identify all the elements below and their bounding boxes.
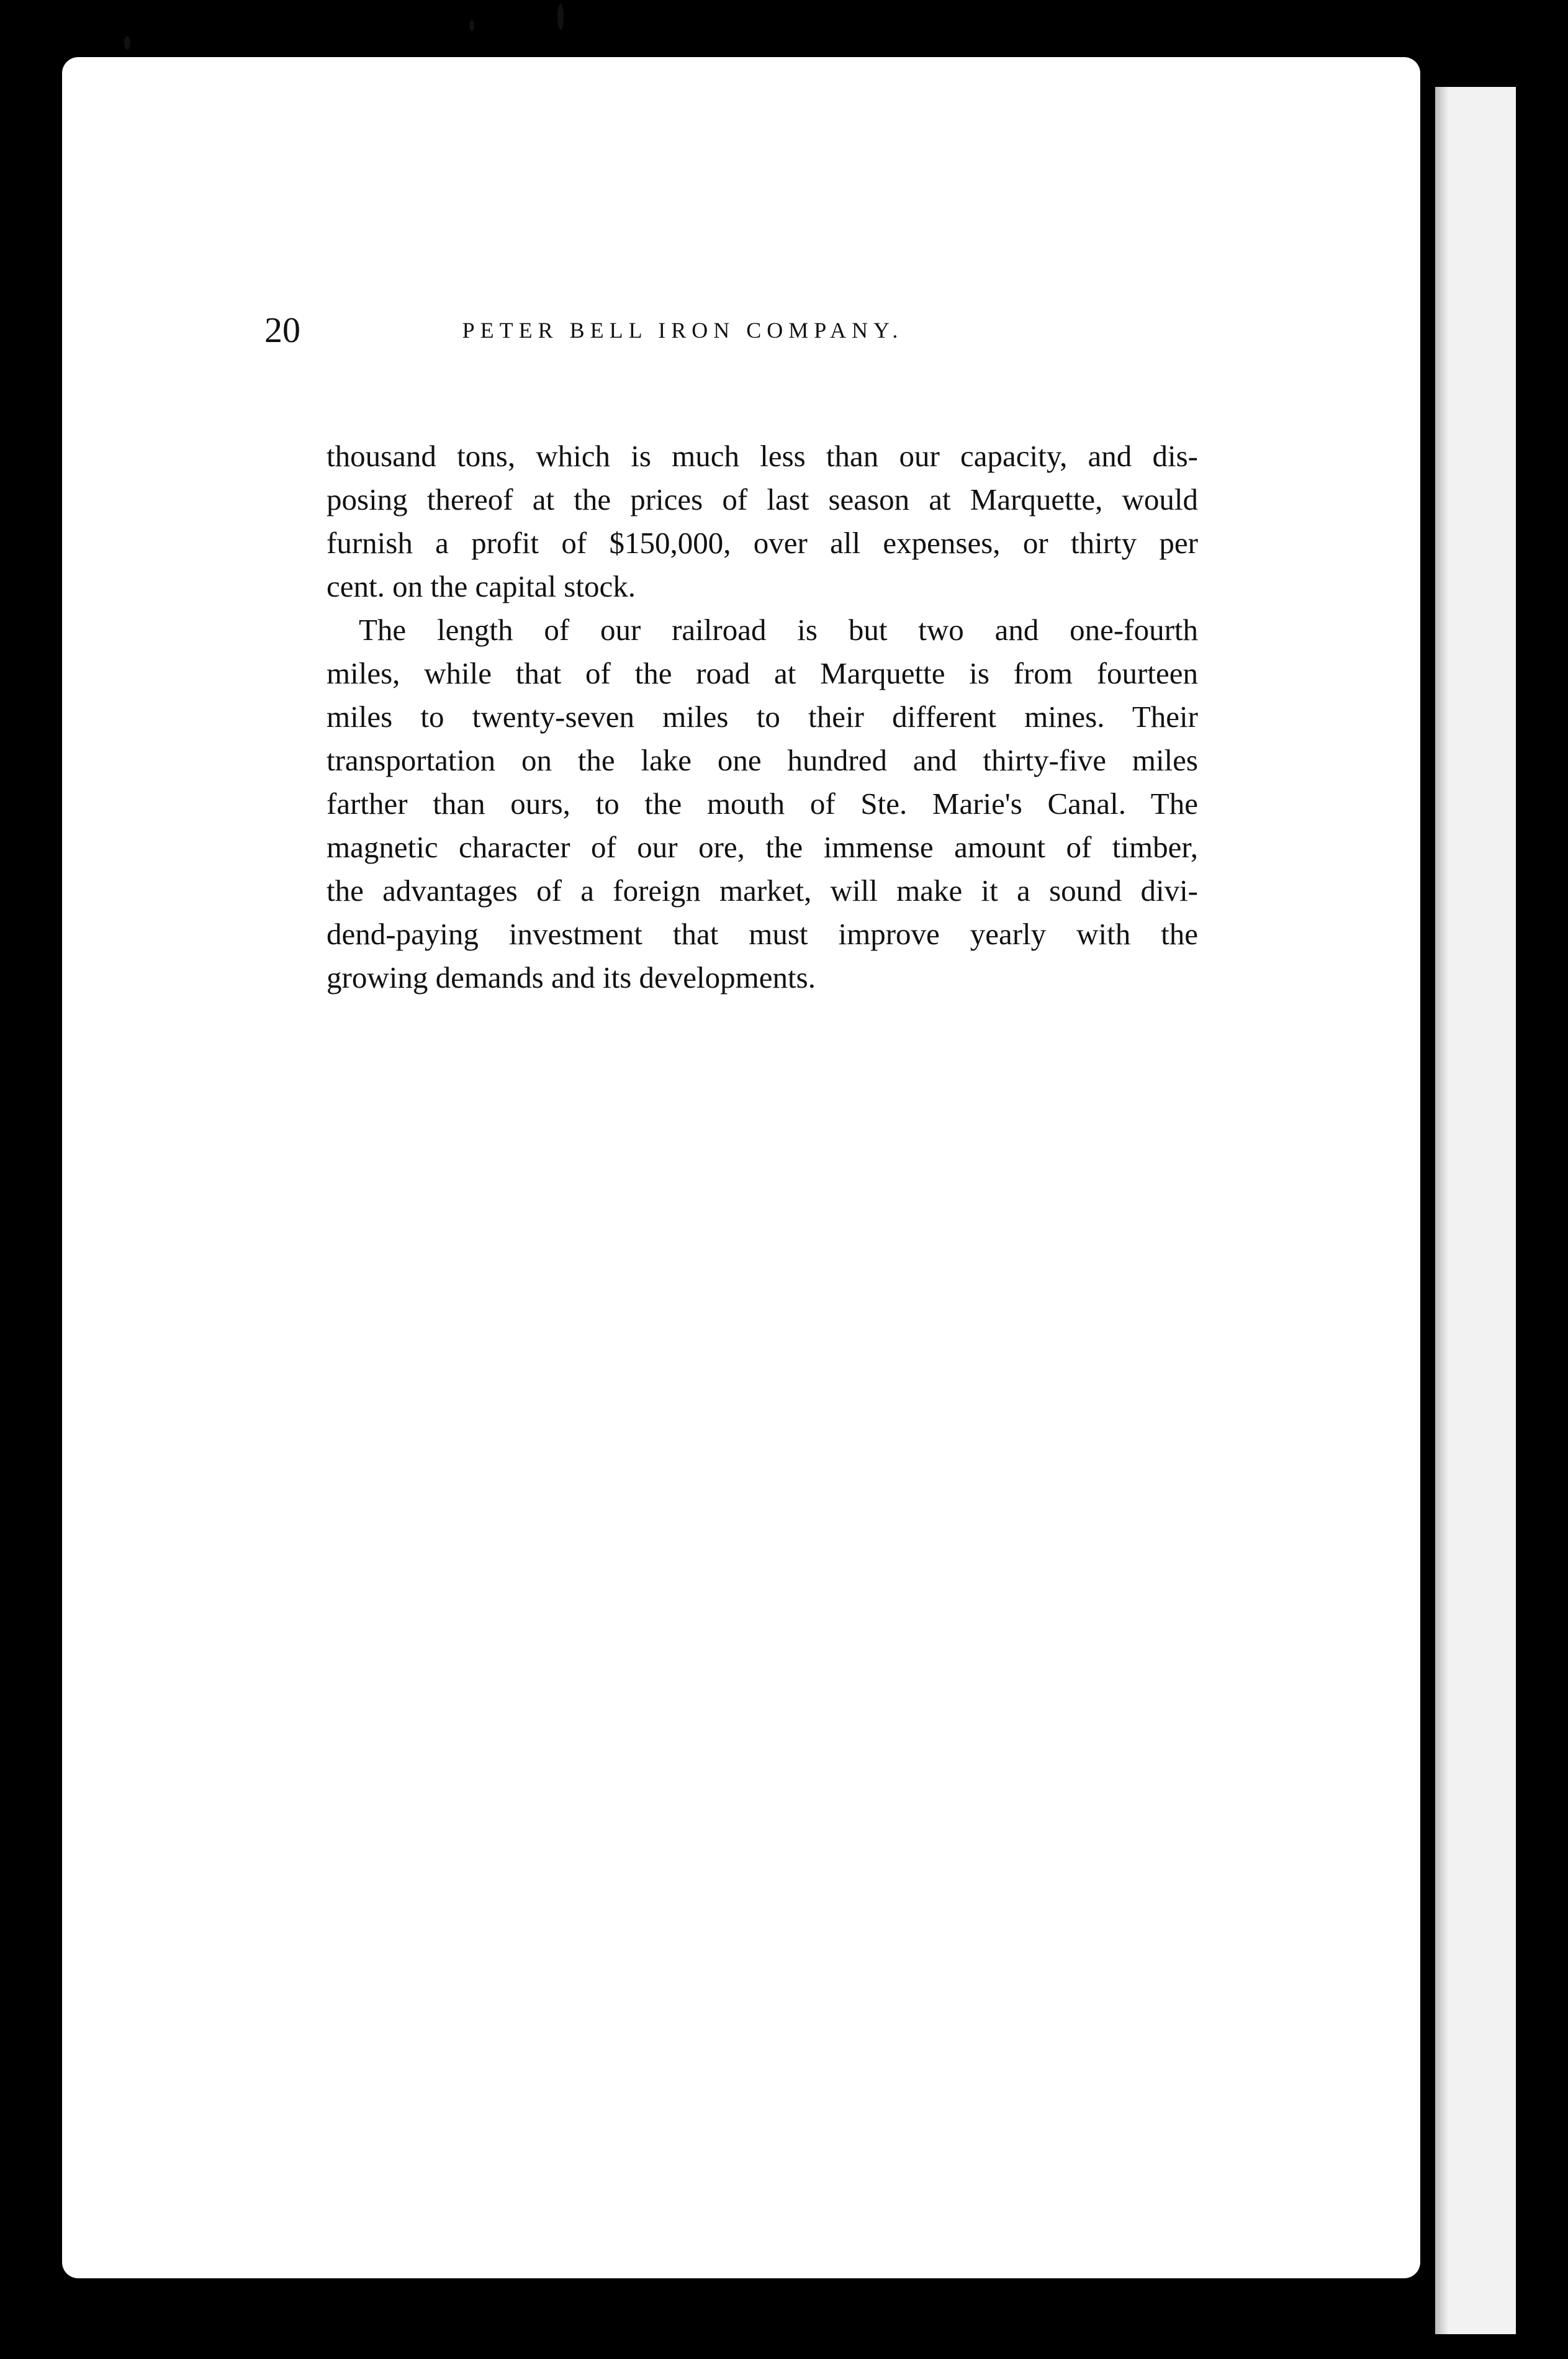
- text-line: cent. on the capital stock.: [327, 569, 636, 603]
- text-line: dend-paying investment that must improve yearly with the: [327, 917, 1198, 951]
- scan-speck: [557, 4, 564, 30]
- text-line: transportation on the lake one hundred and thirty-five miles: [327, 743, 1198, 777]
- text-line: posing thereof at the prices of last season at Marquette, would: [327, 482, 1198, 516]
- text-line: thousand tons, which is much less than our capacity, and dis-: [327, 439, 1198, 473]
- paragraph: [327, 608, 1198, 999]
- scan-speck: [124, 36, 130, 50]
- text-line: The length of our railroad is but two and one-fourth: [359, 613, 1198, 647]
- text-line: farther than ours, to the mouth of Ste. Marie's Canal. The: [327, 787, 1198, 821]
- text-line: the advantages of a foreign market, will make it a sound divi-: [327, 873, 1198, 908]
- text-line: miles, while that of the road at Marquette is from fourteen: [327, 656, 1198, 690]
- body-text: [327, 435, 1198, 999]
- page-header: [264, 305, 1064, 355]
- text-line: growing demands and its developments.: [327, 960, 816, 995]
- text-line: miles to twenty-seven miles to their different mines. Their: [327, 700, 1198, 734]
- page-number: 20: [264, 310, 300, 350]
- text-line: magnetic character of our ore, the immense amount of timber,: [327, 830, 1198, 864]
- book-page: [62, 57, 1420, 2278]
- facing-page-edge: [1435, 87, 1516, 2334]
- paragraph: [327, 435, 1198, 608]
- text-line: furnish a profit of $150,000, over all expenses, or thirty per: [327, 526, 1198, 560]
- scan-speck: [469, 20, 474, 31]
- page-fold-shadow: [1435, 87, 1449, 2334]
- running-head: PETER BELL IRON COMPANY.: [462, 318, 904, 343]
